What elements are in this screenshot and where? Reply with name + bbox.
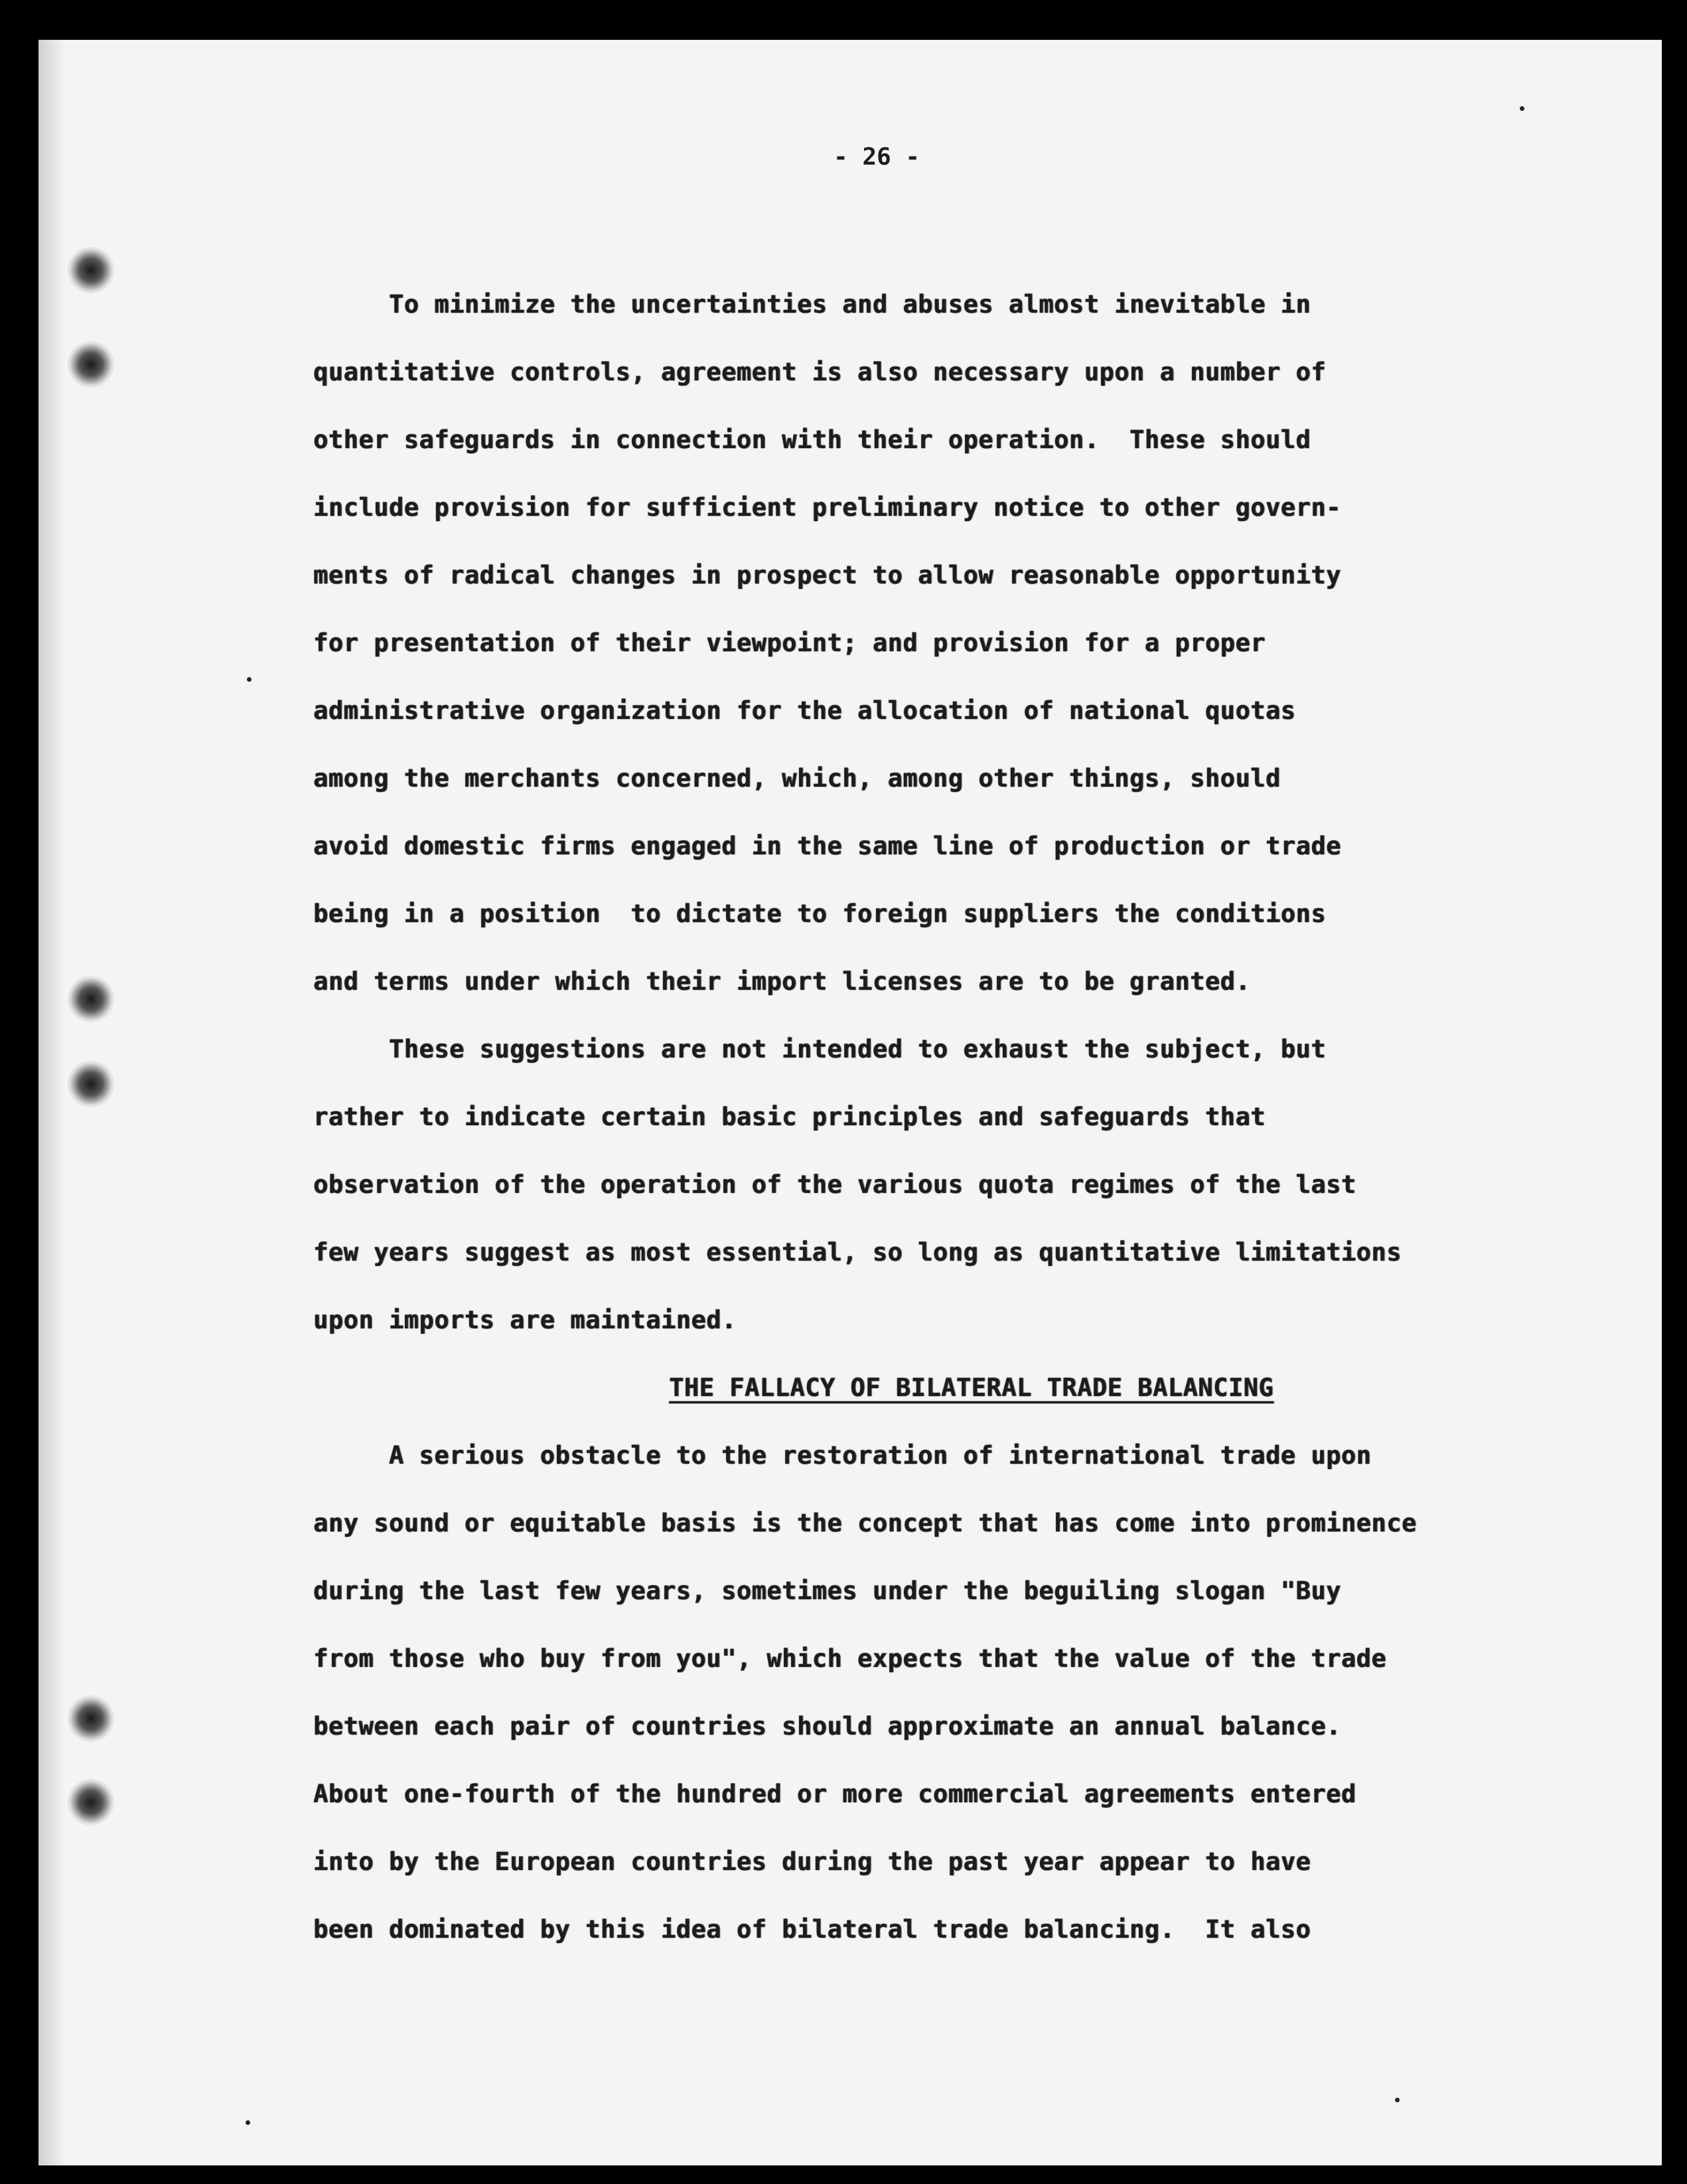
text-line: observation of the operation of the various quota regimes of the last	[313, 1170, 1357, 1199]
text-line: rather to indicate certain basic principles and safeguards that	[313, 1103, 1266, 1131]
ink-speck	[247, 677, 252, 682]
page-number: - 26 -	[833, 143, 920, 171]
text-line: upon imports are maintained.	[313, 1306, 737, 1334]
text-line: avoid domestic firms engaged in the same line of production or trade	[313, 832, 1341, 860]
ink-speck	[246, 2120, 250, 2125]
punch-hole	[68, 341, 114, 388]
punch-hole	[68, 1695, 114, 1742]
text-line: among the merchants concerned, which, among other things, should	[313, 764, 1281, 793]
text-line: any sound or equitable basis is the concept that has come into prominence	[313, 1509, 1417, 1537]
text-line: into by the European countries during the past year appear to have	[313, 1847, 1311, 1876]
section-heading-line	[313, 1354, 1587, 1422]
punch-hole	[68, 1061, 114, 1107]
text-line: These suggestions are not intended to exhaust the subject, but	[313, 1035, 1326, 1063]
text-line: being in a position to dictate to foreign suppliers the conditions	[313, 899, 1326, 928]
ink-speck	[1520, 106, 1524, 111]
text-line: for presentation of their viewpoint; and provision for a proper	[313, 629, 1266, 657]
text-line: ments of radical changes in prospect to allow reasonable opportunity	[313, 561, 1341, 589]
text-line: other safeguards in connection with their operation. These should	[313, 426, 1311, 454]
punch-hole	[68, 1779, 114, 1826]
text-line: A serious obstacle to the restoration of international trade upon	[313, 1441, 1372, 1470]
text-line: and terms under which their import licenses are to be granted.	[313, 967, 1251, 996]
text-line: quantitative controls, agreement is also necessary upon a number of	[313, 358, 1326, 386]
page-edge-shadow	[38, 40, 65, 2165]
page-sheet	[38, 40, 1662, 2165]
ink-speck	[1395, 2098, 1400, 2102]
punch-hole	[68, 976, 114, 1022]
text-line: About one-fourth of the hundred or more commercial agreements entered	[313, 1780, 1357, 1808]
text-line: during the last few years, sometimes under the beguiling slogan "Buy	[313, 1577, 1341, 1605]
text-line: administrative organization for the allocation of national quotas	[313, 696, 1296, 725]
text-line: include provision for sufficient preliminary notice to other govern-	[313, 493, 1341, 522]
text-line: between each pair of countries should approximate an annual balance.	[313, 1712, 1341, 1741]
section-heading: THE FALLACY OF BILATERAL TRADE BALANCING	[669, 1373, 1274, 1402]
text-line: been dominated by this idea of bilateral trade balancing. It also	[313, 1915, 1311, 1944]
text-line: To minimize the uncertainties and abuses almost inevitable in	[313, 290, 1311, 319]
text-line: few years suggest as most essential, so long as quantitative limitations	[313, 1238, 1402, 1267]
text-line: from those who buy from you", which expects that the value of the trade	[313, 1644, 1387, 1673]
body-text	[313, 271, 1587, 1964]
punch-hole	[68, 247, 114, 293]
